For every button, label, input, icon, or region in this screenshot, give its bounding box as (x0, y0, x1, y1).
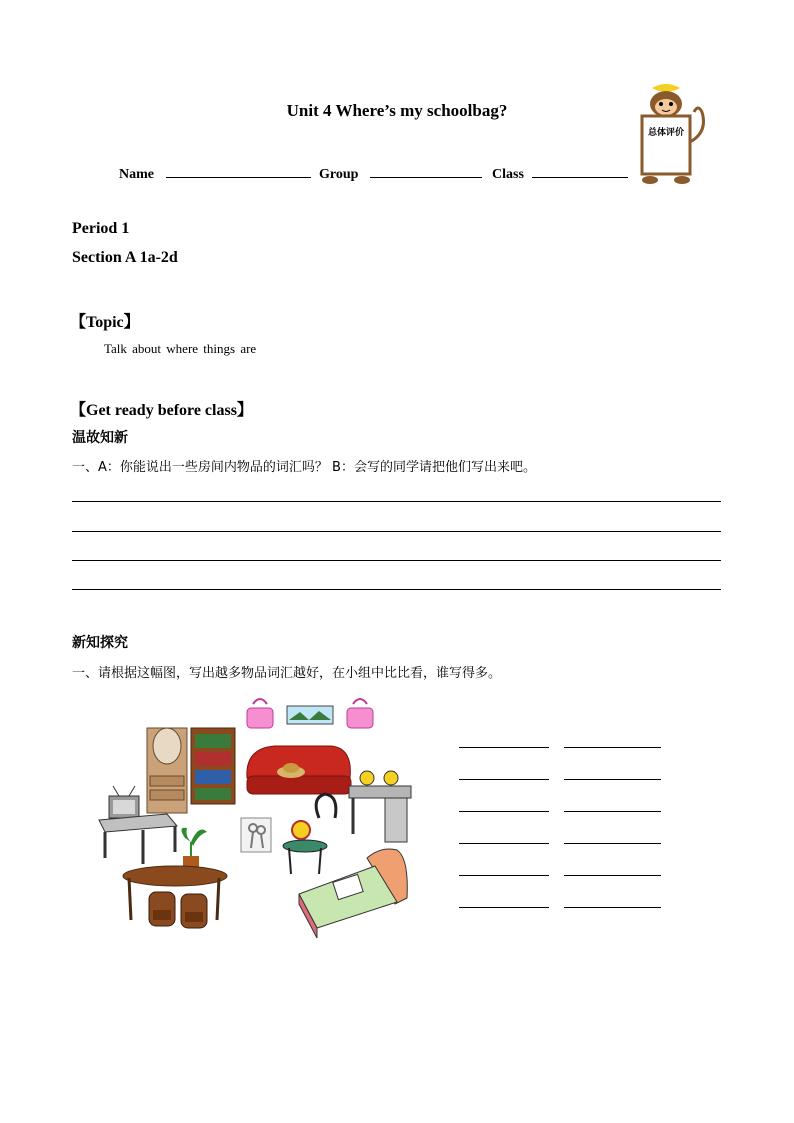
desk-icon (349, 786, 411, 842)
group-field (319, 163, 482, 183)
answer-line[interactable] (564, 811, 661, 812)
ball-icon (360, 771, 374, 785)
badge-label: 总体评价 (647, 128, 685, 138)
name-label: Name (119, 167, 154, 182)
backpack-icon (149, 892, 175, 926)
plant-icon (181, 828, 207, 868)
class-field (492, 163, 628, 183)
period-heading: Period 1 (72, 220, 130, 237)
class-label: Class (492, 167, 524, 182)
sofa-icon (247, 746, 351, 794)
answer-line[interactable] (564, 747, 661, 748)
clock-icon (292, 821, 310, 839)
monkey-badge-icon (630, 82, 710, 186)
writing-line[interactable] (72, 531, 721, 532)
answer-line[interactable] (564, 843, 661, 844)
writing-line[interactable] (72, 501, 721, 502)
answer-line[interactable] (564, 875, 661, 876)
table-icon (99, 814, 177, 864)
name-blank[interactable] (166, 163, 311, 178)
answer-line[interactable] (459, 811, 549, 812)
name-field (119, 163, 311, 183)
ball-icon (384, 771, 398, 785)
handbag-icon (347, 699, 373, 728)
dresser-icon (147, 728, 187, 813)
answer-line[interactable] (459, 875, 549, 876)
writing-line[interactable] (72, 589, 721, 590)
topic-text: Talk about where things are (104, 341, 257, 356)
picture-icon (287, 706, 333, 724)
writing-line[interactable] (72, 560, 721, 561)
room-objects-illustration (95, 698, 415, 943)
handbag-icon (247, 699, 273, 728)
class-blank[interactable] (532, 163, 628, 178)
keys-icon (241, 818, 271, 852)
explore-heading: 新知探究 (72, 635, 128, 651)
group-blank[interactable] (370, 163, 482, 178)
tv-icon (109, 786, 139, 818)
explore-task: 一、请根据这幅图，写出越多物品词汇越好，在小组中比比看，谁写得多。 (72, 666, 502, 681)
review-heading: 温故知新 (72, 430, 128, 446)
answer-line[interactable] (564, 907, 661, 908)
section-heading: Section A 1a-2d (72, 249, 178, 266)
answer-line[interactable] (459, 779, 549, 780)
bookcase-icon (191, 728, 235, 804)
get-ready-heading: 【Get ready before class】 (70, 402, 253, 419)
review-task: 一、A：你能说出一些房间内物品的词汇吗？ B：会写的同学请把他们写出来吧。 (72, 460, 536, 475)
answer-line[interactable] (459, 747, 549, 748)
answer-line[interactable] (459, 843, 549, 844)
topic-heading: 【Topic】 (70, 314, 140, 331)
backpack-icon (181, 894, 207, 928)
bed-icon (299, 849, 407, 938)
page-title: Unit 4 Where’s my schoolbag? (286, 101, 508, 120)
answer-line[interactable] (459, 907, 549, 908)
answer-line[interactable] (564, 779, 661, 780)
group-label: Group (319, 167, 359, 182)
